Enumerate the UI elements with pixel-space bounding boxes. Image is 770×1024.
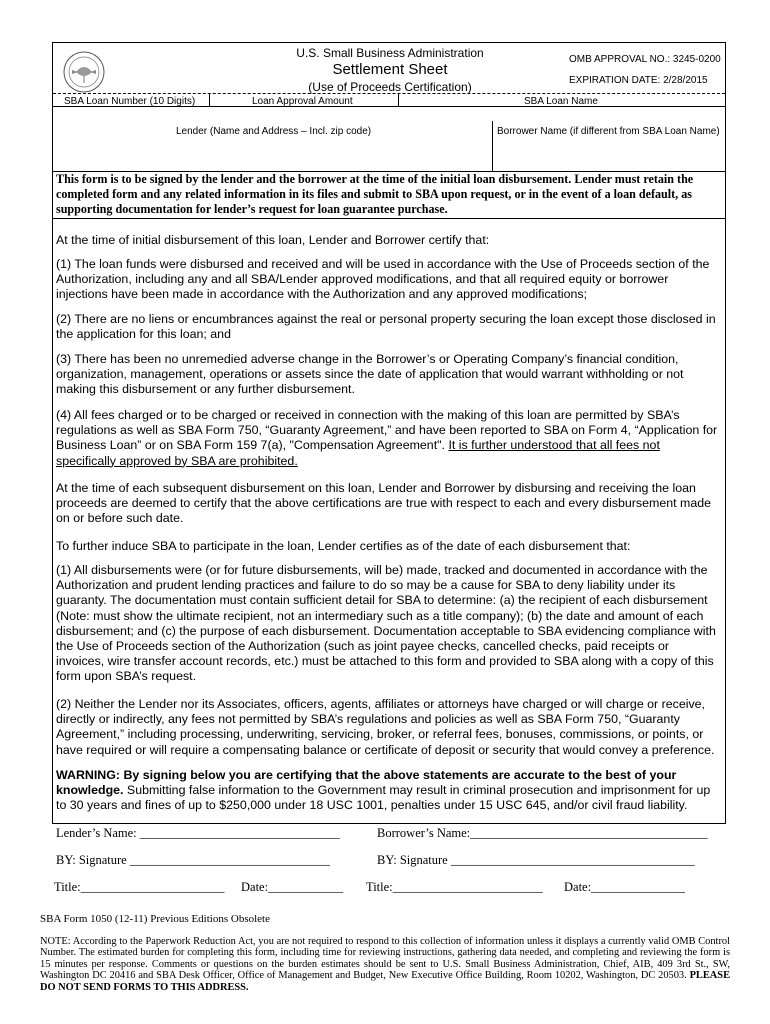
loan-amount-field[interactable]: Loan Approval Amount [252,96,353,107]
warning: WARNING: By signing below you are certifying that the above statements are accurate to the best of your knowledge. Submitting false information to the Government may result in criminal prosecution and imprisonment for up to 30 years and fines of up to $250,000 under 18 USC 1001, penalties under 15 USC 645, and/or civil fraud liability. [56,768,711,813]
form-id: SBA Form 1050 (12-11) Previous Editions Obsolete [40,913,270,925]
borrower-signature-line[interactable]: BY: Signature _______________________________________ [377,853,695,867]
paperwork-note: NOTE: According to the Paperwork Reduction Act, you are not required to respond to this collection of information unless it displays a currently valid OMB Control Number. The estimated burden for completing this form, including time for reviewing instructions, gathering data needed, and completing and reviewing the form is 15 minutes per response. Comments or questions on the burden estimates should be sent to U.S. Small Business Administration, Chief, AIB, 409 3rd St., SW, Washington DC 20416 and SBA Desk Officer, Office of Management and Budget, New Executive Office Building, Room 10202, Washington, DC 20503. PLEASE DO NOT SEND FORMS TO THIS ADDRESS. [40,936,730,993]
lender-name-line[interactable]: Lender’s Name: ________________________________ [56,826,340,840]
body-p7: (1) All disbursements were (or for future disbursements, will be) made, tracked and documented in accordance with the Authorization and prudent lending practices and failure to do so may be a cause for SBA to deny liability under its guaranty. The documentation must contain sufficient detail for SBA to determine: (a) the recipient of each disbursement (Note: must show the ultimate recipient, not an intermediary such as a title company); (b) the date and amount of each disbursement; and (c) the purpose of each disbursement. Documentation acceptable to SBA evidencing compliance with the Use of Proceeds section of the Authorization (such as joint payee checks, cancelled checks, paid receipts or invoices, wire transfer account records, etc.) must be attached to this form and provided to SBA along with a copy of this form upon SBA’s request. [56,563,716,684]
divider [398,93,399,106]
body-p3: (3) There has been no unremedied adverse change in the Borrower’s or Operating Company’s financial condition, organization, management, operations or assets since the date of application that would warrant withholding or not making this disbursement or any further disbursement. [56,352,684,397]
divider [53,93,725,94]
divider [209,93,210,106]
body-p4: (4) All fees charged or to be charged or received in connection with the making of this loan are permitted by SBA’s regulations as well as SBA Form 750, “Guaranty Agreement,” and have been reported to SBA on Form 4, “Application for Business Loan” or on SBA Form 159 7(a), "Compensation Agreement". It is further understood that all fees not specifically approved by SBA are prohibited. [56,408,718,468]
fees-prohibited-note: It is further understood that all fees not specifically approved by SBA are prohibited. [56,438,660,468]
lender-signature-line[interactable]: BY: Signature ________________________________ [56,853,330,867]
lender-date-line[interactable]: Date:____________ [241,880,344,894]
sba-seal-icon [62,50,106,94]
body-p8: (2) Neither the Lender nor its Associates, officers, agents, affiliates or attorneys have charged or will charge or receive, directly or indirectly, any fees not permitted by SBA’s regulations and policies as well as SBA Form 750, “Guaranty Agreement,” including processing, underwriting, servicing, broker, or referral fees, bonuses, commissions, or points, or have required or will require a compensating balance or certificate of deposit or security that would convey a preference. [56,697,715,757]
form-subtitle: (Use of Proceeds Certification) [308,80,472,94]
loan-name-field[interactable]: SBA Loan Name [524,96,598,107]
omb-approval: OMB APPROVAL NO.: 3245-0200 [569,54,721,65]
form-title: Settlement Sheet [332,61,448,78]
divider [492,121,493,171]
borrower-date-line[interactable]: Date:_______________ [564,880,685,894]
divider [53,218,725,219]
body-p2: (2) There are no liens or encumbrances against the real or personal property securing the loan except those disclosed in the application for this loan; and [56,312,716,342]
lender-field[interactable]: Lender (Name and Address – Incl. zip code) [176,126,372,137]
borrower-field[interactable]: Borrower Name (if different from SBA Loan Name) [497,126,720,137]
borrower-title-line[interactable]: Title:________________________ [366,880,543,894]
expiration-date: EXPIRATION DATE: 2/28/2015 [569,75,708,86]
body-p6: To further induce SBA to participate in the loan, Lender certifies as of the date of each disbursement that: [56,539,631,553]
intro-instructions: This form is to be signed by the lender and the borrower at the time of the initial loan disbursement. Lender must retain the completed form and any related information in its files and submit to SBA upon request, or in the event of a loan default, as supporting documentation for lender’s request for loan guarantee purchase. [56,172,694,217]
loan-number-field[interactable]: SBA Loan Number (10 Digits) [64,96,196,107]
borrower-name-line[interactable]: Borrower’s Name:______________________________________ [377,826,708,840]
body-p0: At the time of initial disbursement of this loan, Lender and Borrower certify that: [56,233,490,247]
body-p1: (1) The loan funds were disbursed and received and will be used in accordance with the Use of Proceeds section of the Authorization, including any and all SBA/Lender approved modifications, and that all required equity or borrower injections have been made in accordance with the Authorization and any approved modifications; [56,257,710,302]
agency-name: U.S. Small Business Administration [296,46,484,60]
body-p5: At the time of each subsequent disbursement on this loan, Lender and Borrower by disbursing and receiving the loan proceeds are deemed to certify that the above certifications are true with respect to each and every disbursement made on or before such date. [56,481,711,526]
lender-title-line[interactable]: Title:_______________________ [54,880,225,894]
